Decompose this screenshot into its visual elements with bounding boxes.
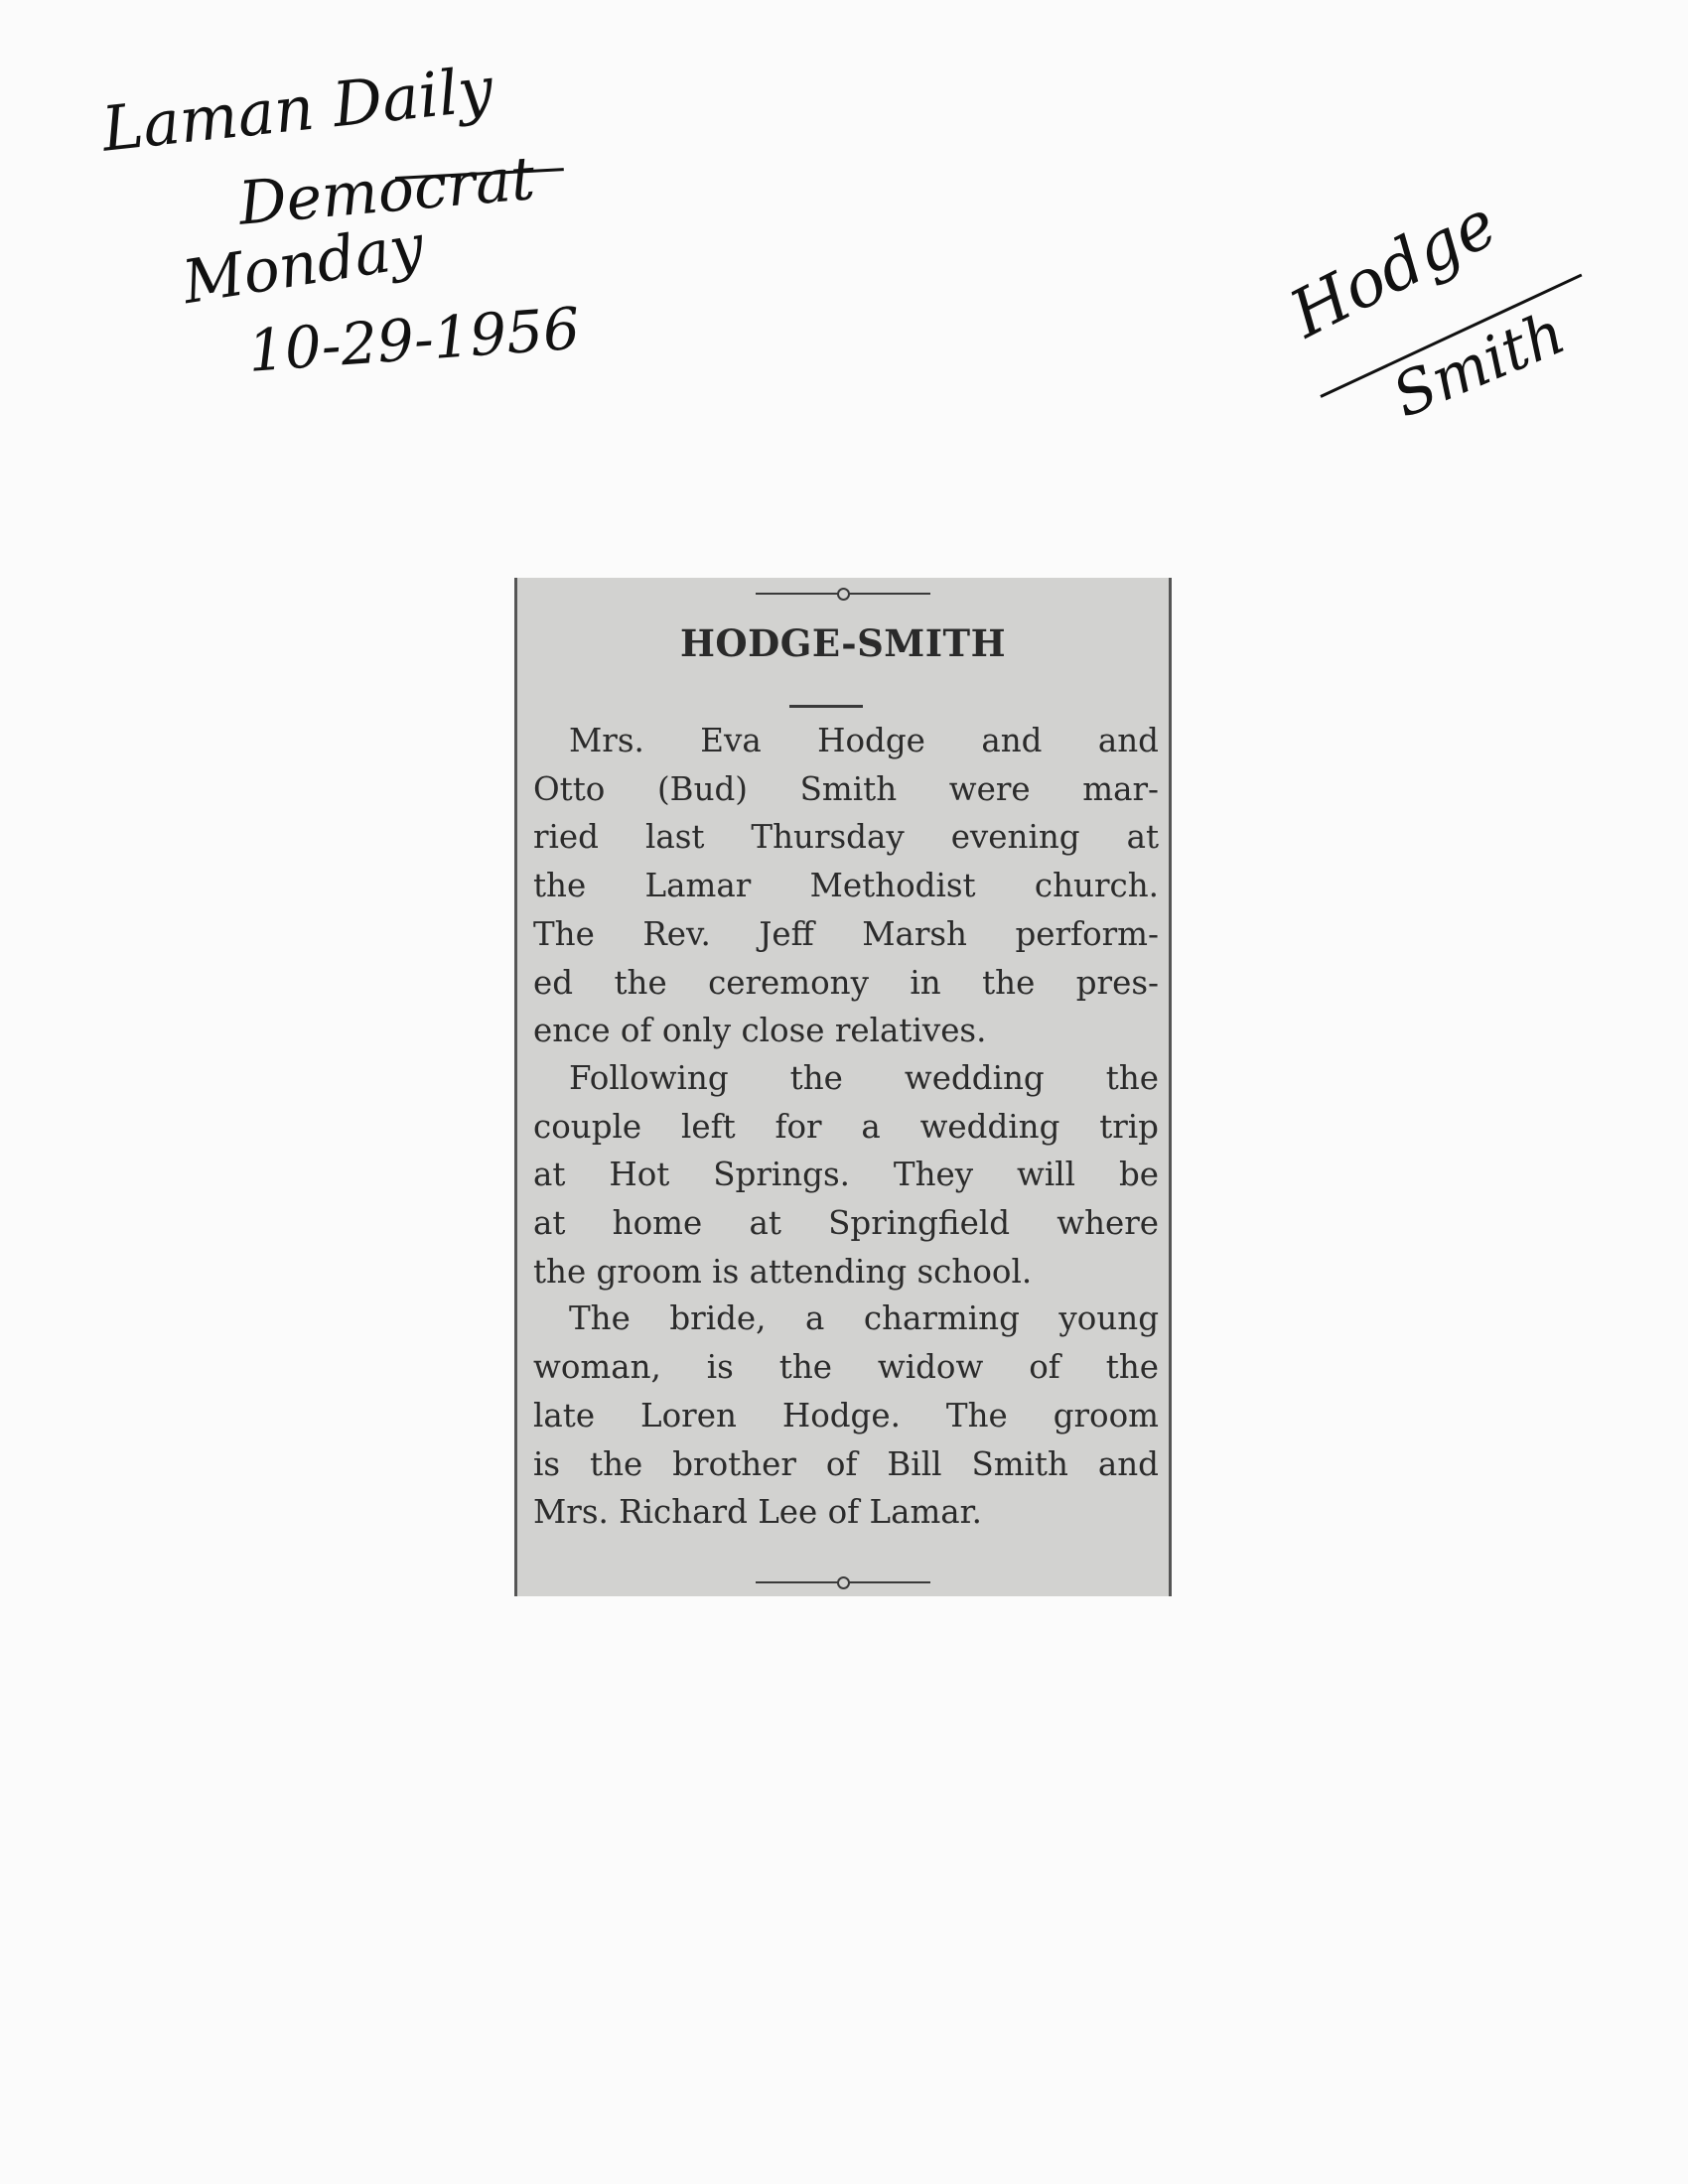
clipping-paragraph [533, 717, 1159, 1055]
newspaper-clipping [514, 578, 1172, 1596]
clipping-line: late Loren Hodge. The groom [533, 1396, 1159, 1434]
handwritten-source-note: Laman Daily [98, 52, 496, 166]
headline-divider [789, 705, 863, 708]
clipping-line: is the brother of Bill Smith and [533, 1444, 1159, 1483]
handwritten-newspaper-name: Democrat [235, 143, 538, 239]
clipping-line: Following the wedding the [569, 1058, 1159, 1097]
handwritten-date-note: 10-29-1956 [245, 294, 582, 385]
clipping-line: Mrs. Eva Hodge and and [569, 722, 1159, 759]
clipping-body [533, 717, 1159, 1537]
clipping-line: The bride, a charming young [569, 1299, 1159, 1338]
clipping-line: couple left for a wedding trip [533, 1107, 1159, 1146]
clipping-line: ed the ceremony in the pres- [533, 963, 1159, 1002]
clipping-headline: HODGE-SMITH [679, 621, 1007, 665]
clipping-line: at Hot Springs. They will be [533, 1156, 1159, 1194]
ornament-rule-top [756, 588, 930, 600]
clipping-line: the groom is attending school. [533, 1252, 1033, 1291]
handwritten-name-smith: Smith [1383, 298, 1576, 432]
clipping-line: The Rev. Jeff Marsh perform- [533, 914, 1159, 953]
clipping-line: ence of only close relatives. [533, 1012, 987, 1050]
handwritten-day-note: Monday [178, 210, 429, 319]
handwritten-name-hodge: Hodge [1278, 185, 1509, 353]
clipping-paragraph [533, 1054, 1159, 1297]
clipping-line: woman, is the widow of the [533, 1348, 1159, 1387]
clipping-line: ried last Thursday evening at [533, 818, 1159, 857]
clipping-paragraph [533, 1295, 1159, 1537]
ornament-rule-bottom [756, 1576, 930, 1588]
clipping-line: Mrs. Richard Lee of Lamar. [533, 1493, 982, 1532]
clipping-line: at home at Springfield where [533, 1204, 1159, 1243]
clipping-line: Otto (Bud) Smith were mar- [533, 769, 1159, 808]
clipping-line: the Lamar Methodist church. [533, 867, 1159, 905]
